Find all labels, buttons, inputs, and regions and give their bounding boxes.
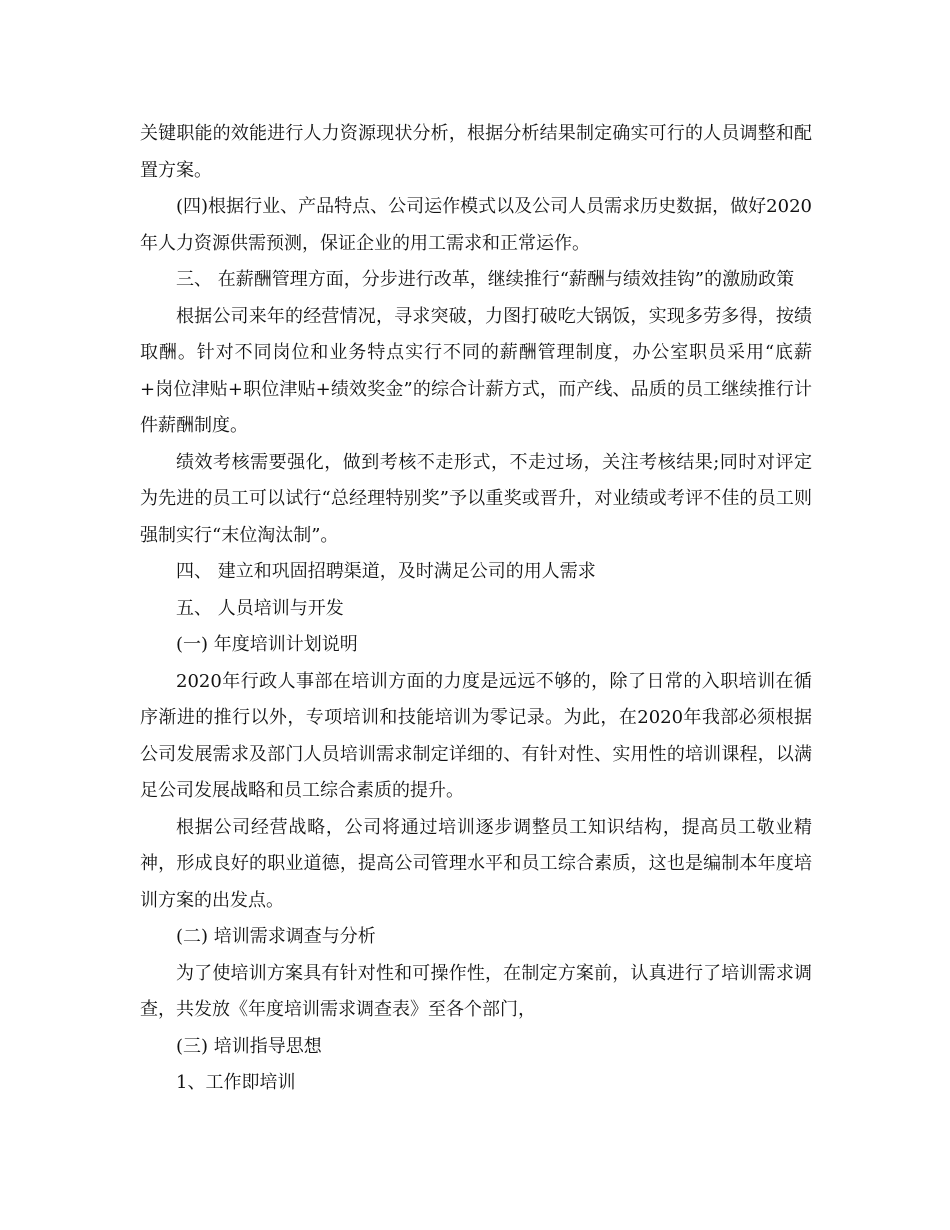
- paragraph-5: 绩效考核需要强化，做到考核不走形式，不走过场，关注考核结果;同时对评定为先进的员工可以试行“总经理特别奖”予以重奖或晋升，对业绩或考评不佳的员工则强制实行“末位淘汰制”。: [140, 451, 812, 546]
- paragraph-10: 根据公司经营战略，公司将通过培训逐步调整员工知识结构，提高员工敬业精神，形成良好的职业道德，提高公司管理水平和员工综合素质，这也是编制本年度培训方案的出发点。: [140, 816, 812, 911]
- subsection-heading-1: (一) 年度培训计划说明: [176, 634, 358, 655]
- subsection-heading-2: (二) 培训需求调查与分析: [176, 926, 376, 947]
- paragraph-12: 为了使培训方案具有针对性和可操作性，在制定方案前，认真进行了培训需求调查，共发放《年度培训需求调查表》至各个部门，: [140, 962, 812, 1020]
- paragraph-4: 根据公司来年的经营情况，寻求突破，力图打破吃大锅饭，实现多劳多得，按绩取酬。针对不同岗位和业务特点实行不同的薪酬管理制度，办公室职员采用“底薪+岗位津贴+职位津贴+绩效奖金”的综合计薪方式，而产线、品质的员工继续推行计件薪酬制度。: [140, 305, 812, 436]
- section-heading-3: 三、 在薪酬管理方面，分步进行改革，继续推行“薪酬与绩效挂钩”的激励政策: [176, 269, 795, 290]
- document-body: [140, 116, 812, 1102]
- section-heading-5: 五、 人员培训与开发: [176, 597, 344, 619]
- list-item-1: 1、工作即培训: [176, 1072, 296, 1093]
- section-heading-4: 四、 建立和巩固招聘渠道，及时满足公司的用人需求: [176, 561, 596, 582]
- paragraph-2: (四)根据行业、产品特点、公司运作模式以及公司人员需求历史数据，做好2020年人力资源供需预测，保证企业的用工需求和正常运作。: [140, 196, 812, 254]
- paragraph-1: 关键职能的效能进行人力资源现状分析，根据分析结果制定确实可行的人员调整和配置方案。: [140, 123, 812, 181]
- subsection-heading-3: (三) 培训指导思想: [176, 1035, 322, 1057]
- paragraph-9: 2020年行政人事部在培训方面的力度是远远不够的，除了日常的入职培训在循序渐进的推行以外，专项培训和技能培训为零记录。为此，在2020年我部必须根据公司发展需求及部门人员培训需求制定详细的、有针对性、实用性的培训课程，以满足公司发展战略和员工综合素质的提升。: [140, 670, 812, 801]
